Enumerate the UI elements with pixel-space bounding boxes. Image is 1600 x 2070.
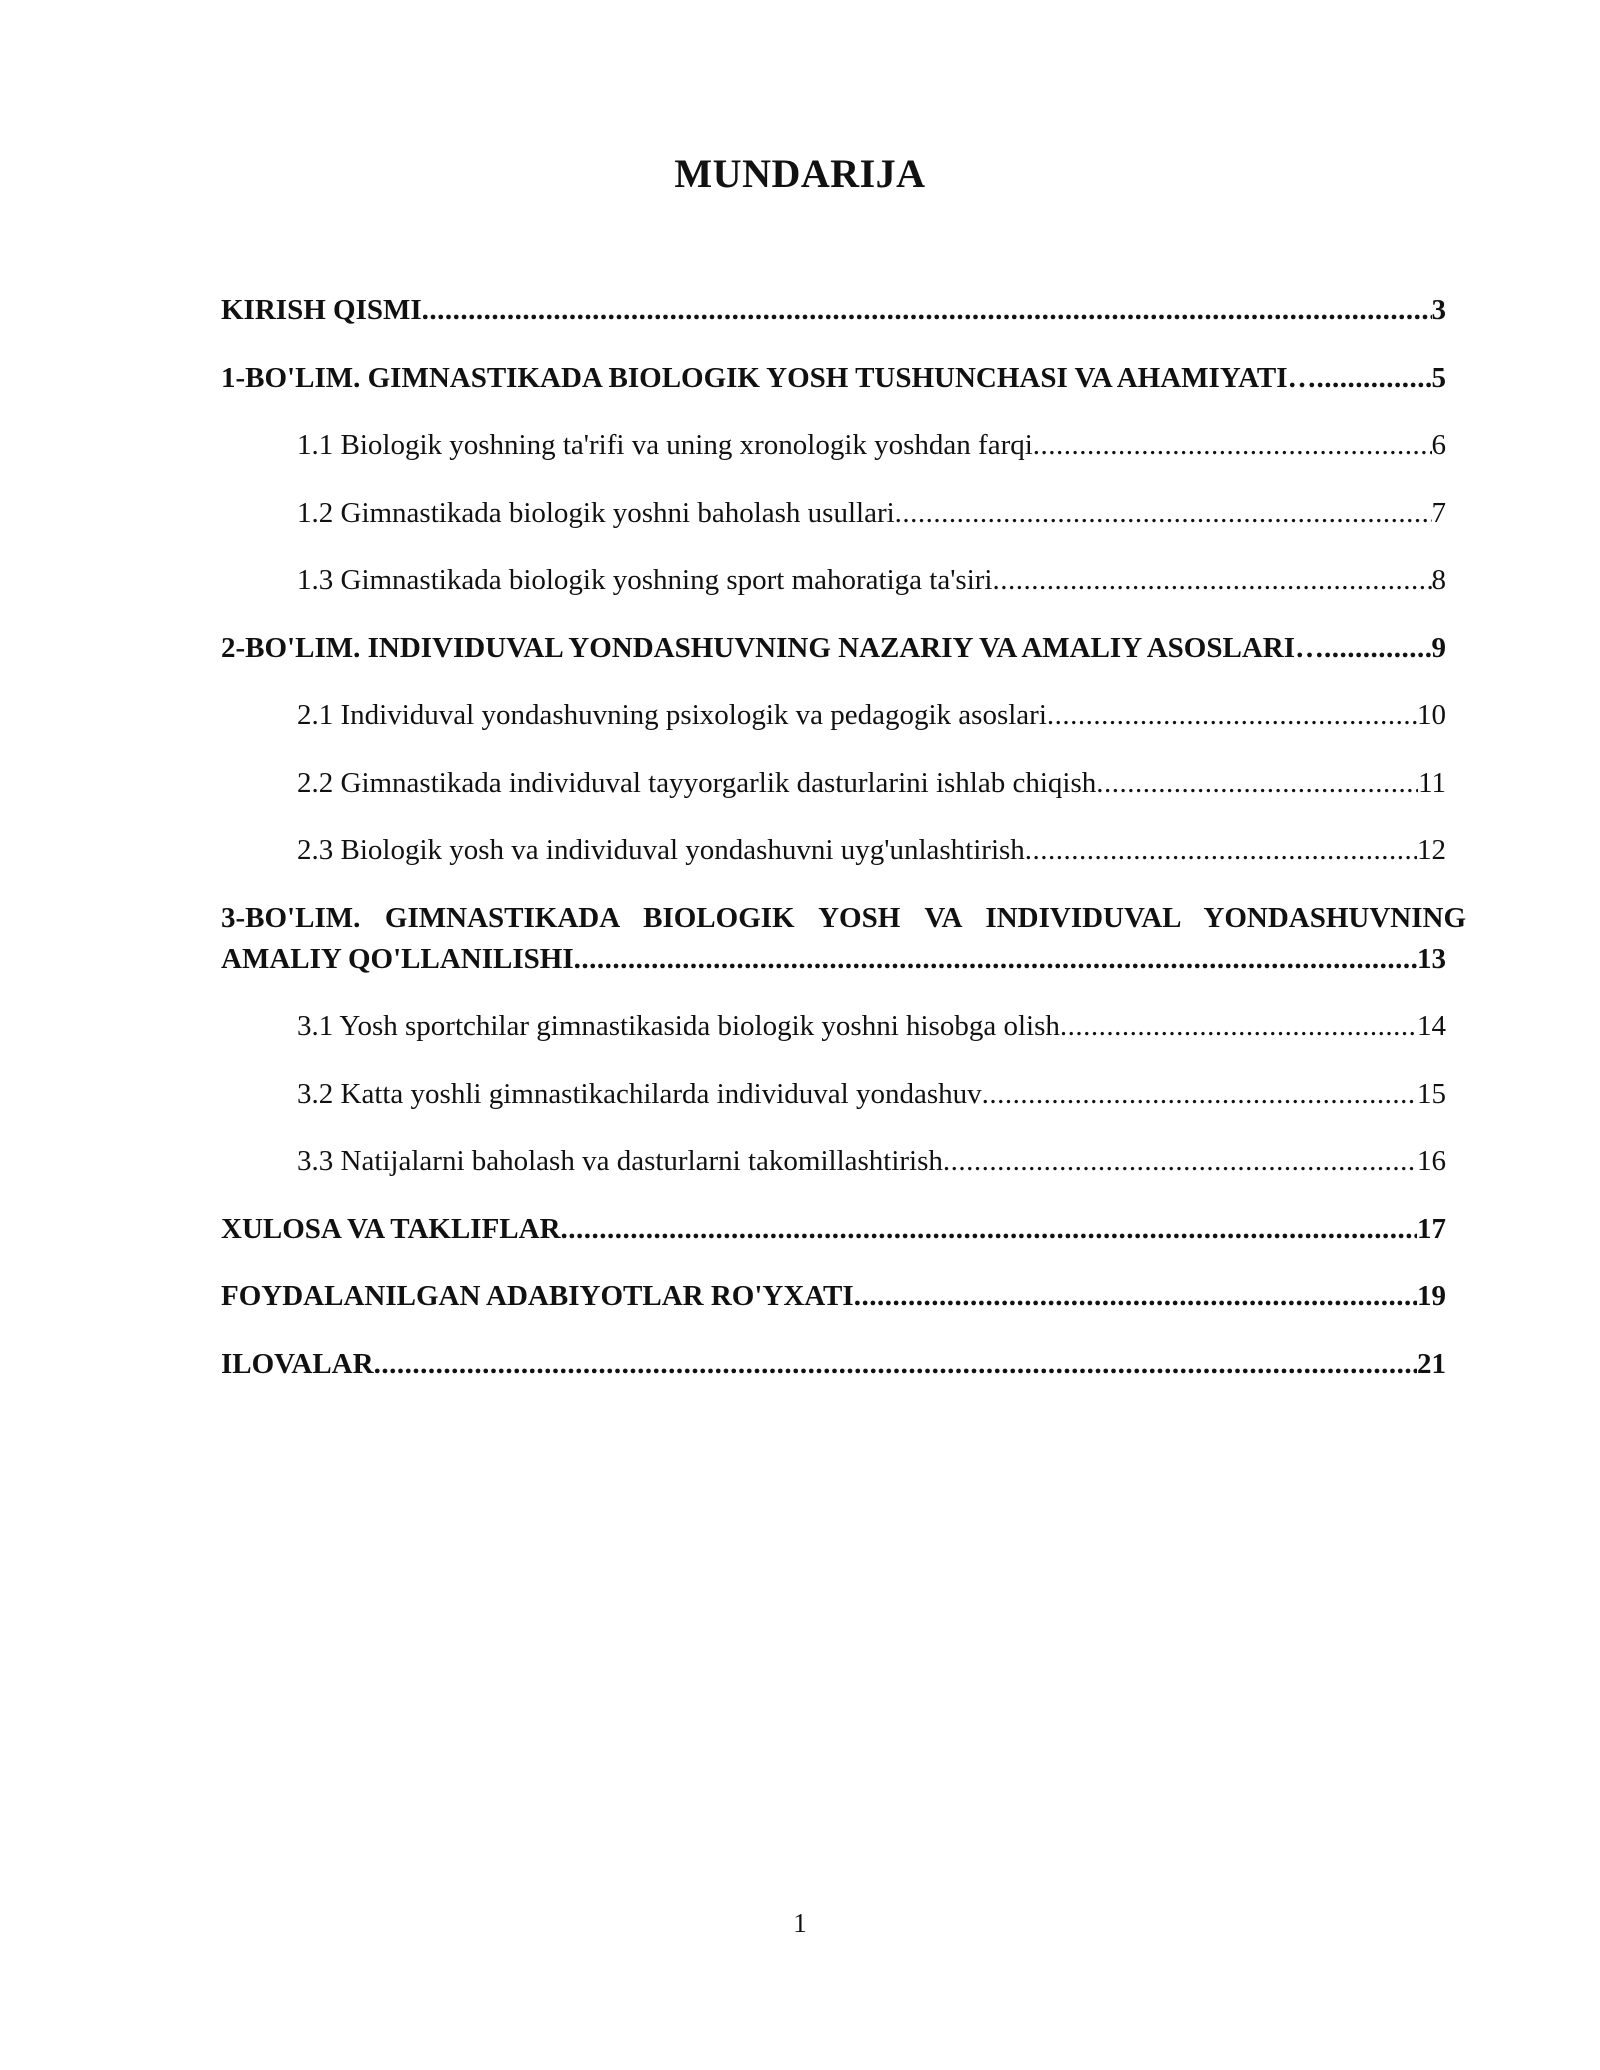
toc-entry-3-2[interactable] xyxy=(221,1074,1446,1115)
toc-entry-title: XULOSA VA TAKLIFLAR xyxy=(221,1212,561,1245)
toc-entry-page: 19 xyxy=(1417,1280,1446,1312)
dot-leader xyxy=(1060,1006,1417,1047)
dot-leader xyxy=(374,1344,1417,1385)
toc-entry-1-3[interactable] xyxy=(221,560,1446,601)
toc-entry-title: KIRISH QISMI xyxy=(221,294,422,326)
dot-leader xyxy=(574,939,1417,980)
toc-entry-page: 10 xyxy=(1417,699,1446,731)
toc-entry-2-2[interactable] xyxy=(221,763,1446,804)
dot-leader xyxy=(1096,763,1418,804)
toc-entry-page: 9 xyxy=(1431,631,1446,664)
toc-entry-page: 5 xyxy=(1431,361,1446,394)
toc-entry-title: 3.2 Katta yoshli gimnastikachilarda individuval yondashuv xyxy=(297,1077,982,1110)
dot-leader xyxy=(1324,628,1432,669)
toc-entry-page: 8 xyxy=(1431,564,1446,596)
toc-entry-page: 12 xyxy=(1417,834,1446,866)
toc-entry-kirish[interactable] xyxy=(221,290,1446,331)
toc-entry-1-2[interactable] xyxy=(221,493,1446,534)
toc-entry-title: 3.3 Natijalarni baholash va dasturlarni takomillashtirish xyxy=(297,1145,943,1177)
dot-leader xyxy=(561,1209,1417,1250)
dot-leader xyxy=(1047,695,1417,736)
dot-leader xyxy=(1317,358,1432,399)
toc-entry-title: 2.2 Gimnastikada individuval tayyorgarlik dasturlarini ishlab chiqish xyxy=(297,766,1097,799)
toc-entry-page: 15 xyxy=(1417,1077,1446,1110)
toc-entry-title: 1-BO'LIM. GIMNASTIKADA BIOLOGIK YOSH TUSHUNCHASI VA AHAMIYATI… xyxy=(221,361,1317,394)
toc-entry-title: 2.1 Individuval yondashuvning psixologik va pedagogik asoslari xyxy=(297,699,1047,731)
toc-entry-page: 13 xyxy=(1417,942,1446,975)
dot-leader xyxy=(422,290,1432,331)
toc-entry-title: 2-BO'LIM. INDIVIDUVAL YONDASHUVNING NAZARIY VA AMALIY ASOSLARI… xyxy=(221,631,1324,664)
toc-entry-ilovalar[interactable] xyxy=(221,1344,1446,1385)
toc-entry-section-1[interactable] xyxy=(221,358,1446,399)
toc-entry-section-3[interactable] xyxy=(221,898,1466,980)
toc-entry-title: 2.3 Biologik yosh va individuval yondashuvni uyg'unlashtirish xyxy=(297,834,1025,866)
toc-entry-page: 7 xyxy=(1431,496,1446,529)
dot-leader xyxy=(982,1074,1417,1115)
toc-entry-page: 17 xyxy=(1417,1212,1446,1245)
toc-entry-title: FOYDALANILGAN ADABIYOTLAR RO'YXATI xyxy=(221,1280,854,1312)
toc-entry-page: 16 xyxy=(1417,1145,1446,1177)
dot-leader xyxy=(854,1276,1417,1317)
toc-entry-title-line1: 3-BO'LIM. GIMNASTIKADA BIOLOGIK YOSH VA INDIVIDUVAL YONDASHUVNING xyxy=(221,901,1466,934)
toc-entry-title: AMALIY QO'LLANILISHI xyxy=(221,942,574,975)
toc-entry-3-1[interactable] xyxy=(221,1006,1446,1047)
toc-entry-2-3[interactable] xyxy=(221,830,1446,871)
dot-leader xyxy=(993,560,1432,601)
dot-leader xyxy=(943,1141,1417,1182)
toc-entry-page: 11 xyxy=(1418,766,1446,799)
toc-entry-title: 3.1 Yosh sportchilar gimnastikasida biologik yoshni hisobga olish xyxy=(297,1010,1060,1042)
toc-entry-page: 6 xyxy=(1431,429,1446,461)
page-number: 1 xyxy=(793,1908,807,1938)
dot-leader xyxy=(895,493,1432,534)
toc-entry-page: 14 xyxy=(1417,1010,1446,1042)
toc-entry-title: 1.2 Gimnastikada biologik yoshni baholash usullari xyxy=(297,496,895,529)
table-of-contents xyxy=(221,290,1466,1411)
toc-entry-title: ILOVALAR xyxy=(221,1347,374,1380)
toc-entry-1-1[interactable] xyxy=(221,425,1446,466)
toc-entry-page: 21 xyxy=(1417,1347,1446,1380)
toc-entry-adabiyotlar[interactable] xyxy=(221,1276,1446,1317)
dot-leader xyxy=(1033,425,1432,466)
toc-entry-section-2[interactable] xyxy=(221,628,1446,669)
toc-entry-xulosa[interactable] xyxy=(221,1209,1446,1250)
dot-leader xyxy=(1025,830,1417,871)
toc-entry-3-3[interactable] xyxy=(221,1141,1446,1182)
page-title: MUNDARIJA xyxy=(674,151,926,196)
toc-entry-2-1[interactable] xyxy=(221,695,1446,736)
toc-entry-title: 1.3 Gimnastikada biologik yoshning sport mahoratiga ta'siri xyxy=(297,564,993,596)
toc-entry-page: 3 xyxy=(1431,294,1446,326)
toc-entry-title: 1.1 Biologik yoshning ta'rifi va uning xronologik yoshdan farqi xyxy=(297,429,1033,461)
